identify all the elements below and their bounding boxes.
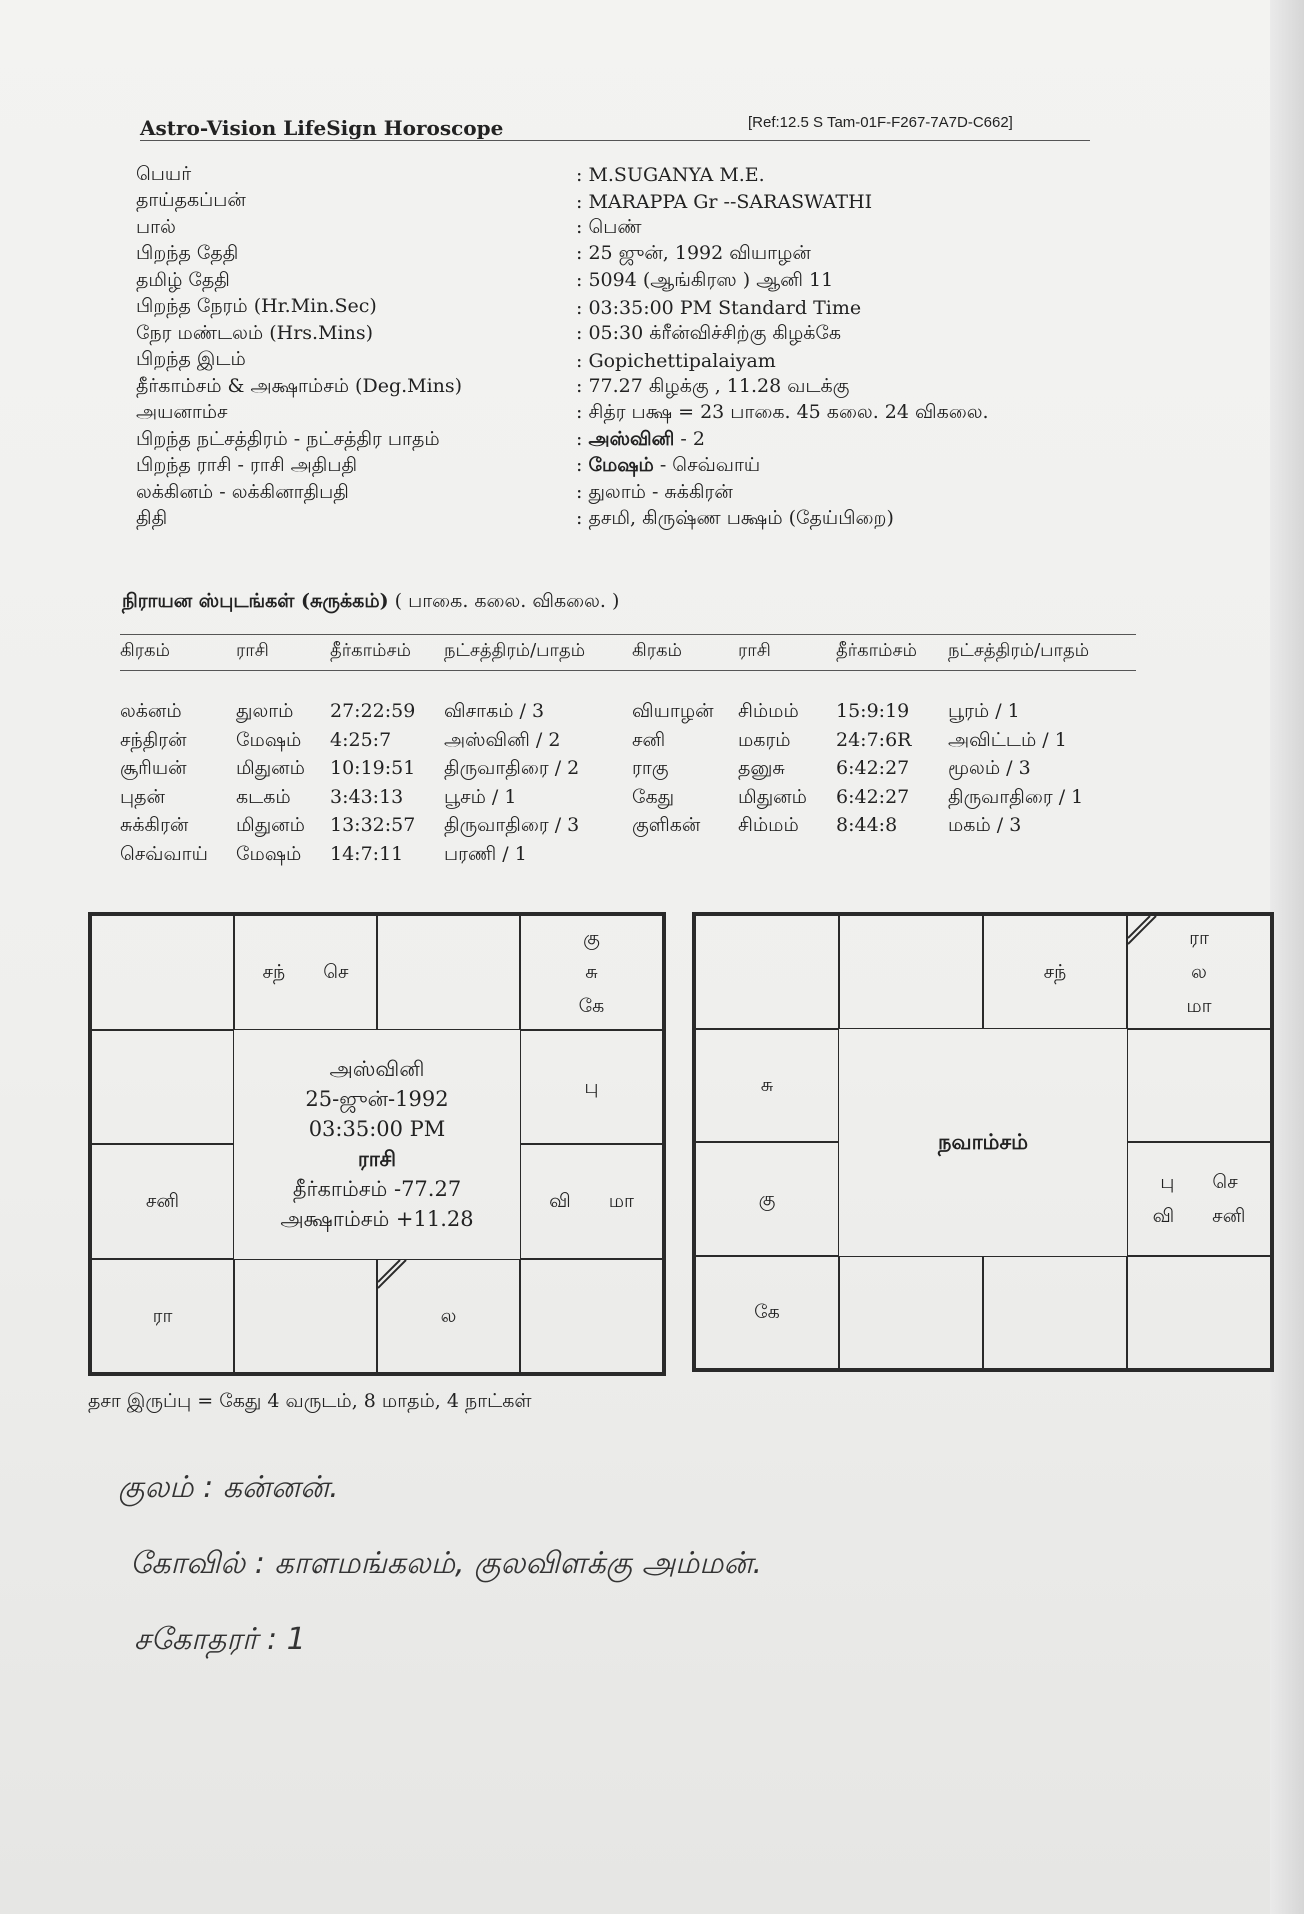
table-cell: 4:25:7 — [330, 728, 392, 751]
handwritten-line-3: சகோதரர் : 1 — [134, 1622, 306, 1657]
navamsa-chart — [692, 912, 1274, 1372]
table-cell: லக்னம் — [120, 700, 182, 722]
info-value: : 77.27 கிழக்கு , 11.28 வடக்கு — [576, 374, 850, 397]
column-header: கிரகம் — [120, 640, 171, 661]
info-value: : பெண் — [576, 215, 642, 238]
column-header: தீர்காம்சம் — [836, 640, 917, 661]
table-cell: மேஷம் — [236, 842, 302, 865]
table-cell: 27:22:59 — [330, 700, 416, 722]
chart-house — [1127, 1256, 1271, 1370]
chart-center-line: ராசி — [357, 1146, 397, 1171]
chart-center-line: நவாம்சம் — [938, 1129, 1028, 1154]
info-row — [136, 162, 1096, 189]
info-label: பிறந்த ராசி - ராசி அதிபதி — [136, 454, 358, 477]
chart-house — [839, 915, 983, 1029]
table-cell: 3:43:13 — [330, 785, 404, 808]
info-label: பால் — [136, 215, 176, 238]
chart-house — [377, 915, 520, 1030]
table-cell: கடகம் — [236, 785, 291, 808]
chart-house: பு — [520, 1030, 663, 1145]
chart-house: பு செ வி சனி — [1127, 1142, 1271, 1256]
page-edge — [1270, 0, 1304, 1914]
info-row — [136, 454, 1096, 481]
chart-house: வி மா — [520, 1144, 663, 1259]
info-value: : தசமி, கிருஷ்ண பக்ஷம் (தேய்பிறை) — [576, 507, 894, 530]
section-title: நிராயன ஸ்புடங்கள் (சுருக்கம்) ( பாகை. கலை. விகலை. ) — [122, 590, 620, 612]
chart-house: சு — [695, 1029, 839, 1143]
info-row — [136, 427, 1096, 454]
info-row — [136, 321, 1096, 348]
info-label: பெயர் — [136, 162, 192, 185]
table-cell: புதன் — [120, 785, 165, 808]
table-cell: 6:42:27 — [836, 757, 910, 779]
table-cell: 10:19:51 — [330, 757, 416, 779]
info-row — [136, 189, 1096, 216]
info-value: : 05:30 க்ரீன்விச்சிற்கு கிழக்கே — [576, 321, 842, 344]
chart-house: சந் செ — [234, 915, 377, 1030]
info-row — [136, 507, 1096, 534]
dasha-balance: தசா இருப்பு = கேது 4 வருடம், 8 மாதம், 4 நாட்கள் — [88, 1390, 532, 1412]
table-cell: 8:44:8 — [836, 814, 898, 836]
chart-house — [234, 1259, 377, 1374]
table-cell: மிதுனம் — [236, 814, 305, 836]
info-value: : அஸ்வினி - 2 — [576, 427, 705, 450]
document-title: Astro-Vision LifeSign Horoscope — [140, 116, 504, 140]
chart-house: ரா ல மா — [1127, 915, 1271, 1029]
chart-center-line: அக்ஷாம்சம் +11.28 — [280, 1207, 474, 1231]
table-cell: வியாழன் — [632, 700, 714, 722]
table-cell: மிதுனம் — [738, 785, 807, 808]
chart-center-line: தீர்காம்சம் -77.27 — [292, 1177, 462, 1201]
chart-house — [520, 1259, 663, 1374]
chart-house: கு சு கே — [520, 915, 663, 1030]
chart-center-line: 25-ஜுன்-1992 — [305, 1087, 449, 1111]
chart-center — [839, 1029, 1127, 1256]
chart-house — [695, 915, 839, 1029]
chart-house: கு — [695, 1142, 839, 1256]
table-cell: மகரம் — [738, 728, 791, 751]
info-label: பிறந்த இடம் — [136, 348, 246, 371]
column-header: நட்சத்திரம்/பாதம் — [948, 640, 1090, 661]
header-rule — [140, 140, 1090, 141]
chart-center-line: அஸ்வினி — [329, 1057, 425, 1081]
table-cell: பரணி / 1 — [444, 842, 527, 865]
lagna-marker-icon — [378, 1260, 408, 1290]
table-cell: பூரம் / 1 — [948, 700, 1020, 722]
info-label: லக்கினம் - லக்கினாதிபதி — [136, 480, 349, 503]
table-cell: அவிட்டம் / 1 — [948, 728, 1067, 751]
chart-house — [983, 1256, 1127, 1370]
info-value: : MARAPPA Gr --SARASWATHI — [576, 190, 873, 213]
info-value: : 5094 (ஆங்கிரஸ ) ஆனி 11 — [576, 268, 834, 291]
column-header: ராசி — [738, 640, 771, 661]
chart-house — [91, 1030, 234, 1145]
table-cell: 14:7:11 — [330, 842, 404, 865]
info-row — [136, 480, 1096, 507]
table-cell: தனுசு — [738, 757, 785, 779]
table-cell: துலாம் — [236, 700, 294, 722]
table-cell: செவ்வாய் — [120, 842, 208, 865]
table-cell: சனி — [632, 728, 666, 751]
table-cell: ராகு — [632, 757, 669, 779]
info-label: பிறந்த நேரம் (Hr.Min.Sec) — [136, 295, 377, 318]
table-cell: திருவாதிரை / 1 — [948, 785, 1084, 808]
handwritten-line-1: குலம் : கன்னன். — [118, 1470, 339, 1505]
info-value: : 25 ஜுன், 1992 வியாழன் — [576, 242, 811, 265]
column-header: கிரகம் — [632, 640, 683, 661]
table-cell: சிம்மம் — [738, 814, 799, 836]
table-cell: மிதுனம் — [236, 757, 305, 779]
chart-house — [1127, 1029, 1271, 1143]
table-cell: அஸ்வினி / 2 — [444, 728, 561, 751]
table-cell: கேது — [632, 785, 675, 808]
chart-house — [91, 915, 234, 1030]
table-rule-top — [120, 634, 1136, 635]
info-value: : 03:35:00 PM Standard Time — [576, 296, 862, 319]
info-label: பிறந்த நட்சத்திரம் - நட்சத்திர பாதம் — [136, 427, 440, 450]
info-row — [136, 374, 1096, 401]
info-label: அயனாம்ச — [136, 401, 228, 424]
table-cell: மூலம் / 3 — [948, 757, 1031, 779]
table-cell: குளிகன் — [632, 814, 701, 836]
table-cell: சந்திரன் — [120, 728, 187, 751]
info-label: நேர மண்டலம் (Hrs.Mins) — [136, 321, 374, 344]
table-cell: மகம் / 3 — [948, 814, 1022, 836]
table-cell: 13:32:57 — [330, 814, 416, 836]
chart-house: சனி — [91, 1144, 234, 1259]
info-row — [136, 242, 1096, 269]
chart-house: ரா — [91, 1259, 234, 1374]
info-label: தாய்தகப்பன் — [136, 189, 246, 212]
table-cell: மேஷம் — [236, 728, 302, 751]
table-cell: சூரியன் — [120, 757, 187, 779]
table-cell: திருவாதிரை / 3 — [444, 814, 580, 836]
table-cell: சுக்கிரன் — [120, 814, 189, 836]
info-label: பிறந்த தேதி — [136, 242, 239, 265]
table-cell: திருவாதிரை / 2 — [444, 757, 580, 779]
info-label: திதி — [136, 507, 168, 530]
chart-center-line: 03:35:00 PM — [308, 1117, 446, 1141]
table-cell: சிம்மம் — [738, 700, 799, 722]
birth-details — [136, 162, 1096, 533]
info-label: தமிழ் தேதி — [136, 268, 230, 291]
chart-house: கே — [695, 1256, 839, 1370]
info-row — [136, 295, 1096, 322]
column-header: ராசி — [236, 640, 269, 661]
table-cell: 15:9:19 — [836, 700, 910, 722]
table-cell: 24:7:6R — [836, 728, 912, 751]
info-value: : Gopichettipalaiyam — [576, 349, 776, 372]
reference-code: [Ref:12.5 S Tam-01F-F267-7A7D-C662] — [748, 114, 1013, 131]
lagna-marker-icon — [1128, 916, 1158, 946]
chart-center — [234, 1030, 520, 1259]
handwritten-line-2: கோவில் : காளமங்கலம், குலவிளக்கு அம்மன். — [130, 1546, 763, 1581]
rasi-chart — [88, 912, 666, 1376]
info-row — [136, 215, 1096, 242]
info-value: : துலாம் - சுக்கிரன் — [576, 480, 733, 503]
table-cell: விசாகம் / 3 — [444, 700, 545, 722]
column-header: தீர்காம்சம் — [330, 640, 411, 661]
info-row — [136, 401, 1096, 428]
table-rule-bottom — [120, 670, 1136, 671]
table-cell: 6:42:27 — [836, 785, 910, 808]
info-row — [136, 348, 1096, 375]
info-value: : மேஷம் - செவ்வாய் — [576, 454, 761, 477]
table-cell: பூசம் / 1 — [444, 785, 517, 808]
column-header: நட்சத்திரம்/பாதம் — [444, 640, 586, 661]
info-row — [136, 268, 1096, 295]
info-value: : சித்ர பக்ஷ = 23 பாகை. 45 கலை. 24 விகலை. — [576, 401, 989, 424]
info-value: : M.SUGANYA M.E. — [576, 164, 765, 187]
chart-house: சந் — [983, 915, 1127, 1029]
chart-house — [839, 1256, 983, 1370]
info-label: தீர்காம்சம் & அக்ஷாம்சம் (Deg.Mins) — [136, 374, 463, 397]
chart-house: ல — [377, 1259, 520, 1374]
